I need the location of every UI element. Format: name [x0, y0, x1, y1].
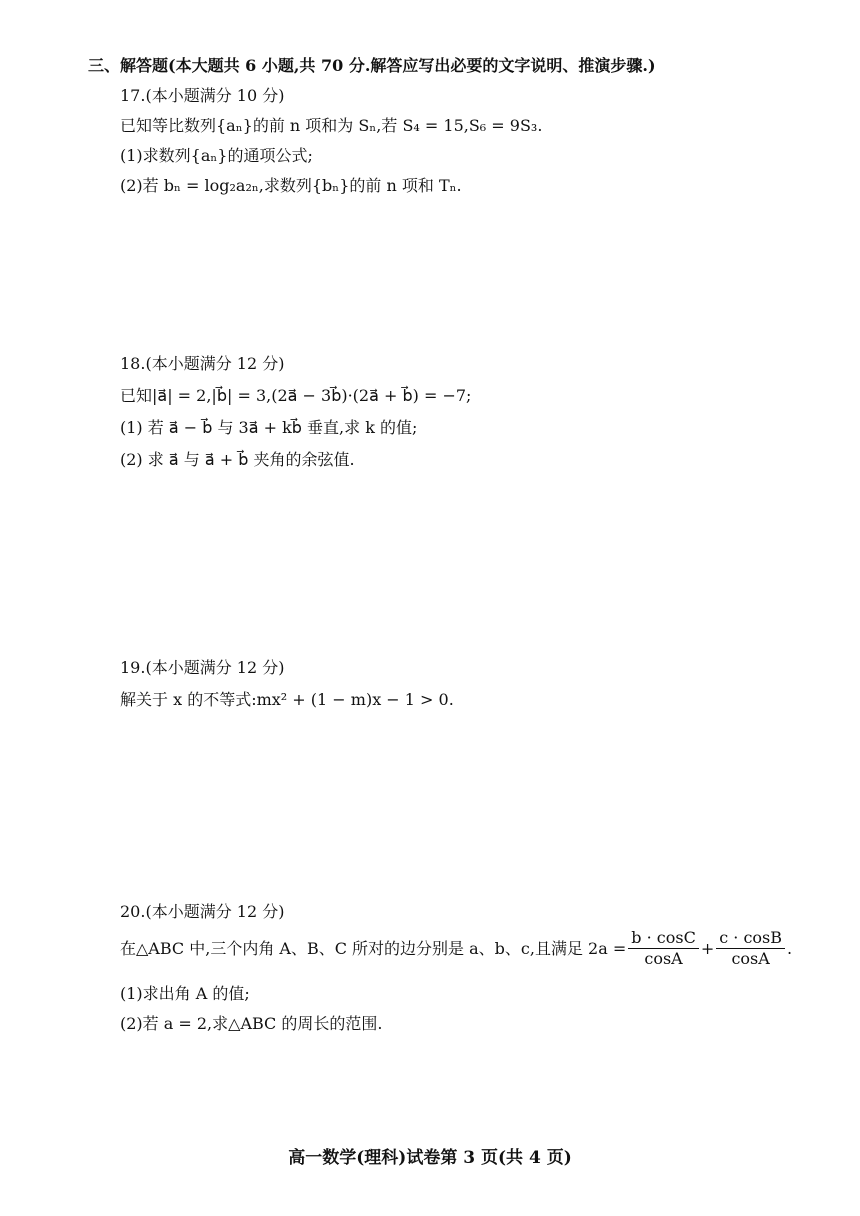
q20-part2: (2)若 a = 2,求△ABC 的周长的范围. [120, 1014, 383, 1033]
q20-fraction-2 [716, 928, 785, 969]
q17-part1: (1)求数列{aₙ}的通项公式; [120, 146, 313, 165]
q20-stem [120, 928, 792, 969]
q20-fraction-1 [628, 928, 699, 969]
q20-stem-suffix: . [787, 938, 793, 958]
q18-stem: 已知|a⃗| = 2,|b⃗| = 3,(2a⃗ − 3b⃗)·(2a⃗ + b⃗) = −7; [120, 386, 472, 405]
q20-fraction-1-numerator: b · cosC [628, 928, 699, 949]
q18-header: 18.(本小题满分 12 分) [120, 354, 285, 373]
page-footer: 高一数学(理科)试卷第 3 页(共 4 页) [288, 1148, 572, 1168]
q18-part2: (2) 求 a⃗ 与 a⃗ + b⃗ 夹角的余弦值. [120, 450, 355, 469]
q20-fraction-2-numerator: c · cosB [716, 928, 785, 949]
q20-header: 20.(本小题满分 12 分) [120, 902, 285, 921]
q20-fraction-2-denominator: cosA [731, 949, 770, 968]
q17-header: 17.(本小题满分 10 分) [120, 86, 285, 105]
q19-header: 19.(本小题满分 12 分) [120, 658, 285, 677]
q20-fraction-1-denominator: cosA [644, 949, 683, 968]
q18-part1: (1) 若 a⃗ − b⃗ 与 3a⃗ + kb⃗ 垂直,求 k 的值; [120, 418, 418, 437]
q20-stem-prefix: 在△ABC 中,三个内角 A、B、C 所对的边分别是 a、b、c,且满足 2a = [120, 938, 627, 958]
q20-plus-sign: + [700, 938, 715, 958]
q17-stem: 已知等比数列{aₙ}的前 n 项和为 Sₙ,若 S₄ = 15,S₆ = 9S₃. [120, 116, 543, 135]
section-title: 三、解答题(本大题共 6 小题,共 70 分.解答应写出必要的文字说明、推演步骤.) [88, 56, 656, 75]
q19-stem: 解关于 x 的不等式:mx² + (1 − m)x − 1 > 0. [120, 690, 454, 709]
q20-part1: (1)求出角 A 的值; [120, 984, 250, 1003]
q17-part2: (2)若 bₙ = log₂a₂ₙ,求数列{bₙ}的前 n 项和 Tₙ. [120, 176, 462, 195]
